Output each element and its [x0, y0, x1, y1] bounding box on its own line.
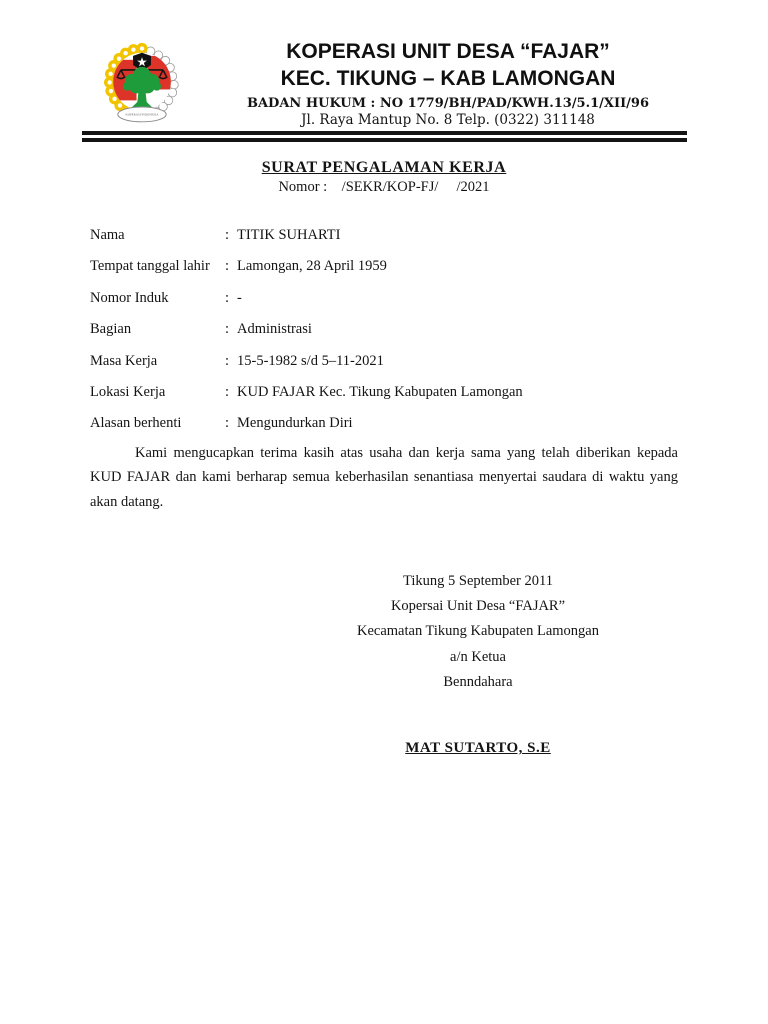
field-label: Bagian: [90, 321, 132, 338]
field-colon: :: [225, 383, 230, 400]
field-label: Nama: [90, 227, 125, 243]
field-label: Tempat tanggal lahir: [90, 258, 210, 275]
signature-district-line: Kecamatan Tikung Kabupaten Lamongan: [356, 623, 599, 640]
field-colon: :: [225, 289, 230, 306]
field-label: Nomor Induk: [90, 289, 169, 306]
document-title: SURAT PENGALAMAN KERJA: [261, 159, 507, 176]
field-value: TITIK SUHARTI: [237, 227, 341, 243]
field-row-nama: [90, 227, 690, 258]
signature-role-line: a/n Ketua: [450, 648, 506, 665]
field-value: KUD FAJAR Kec. Tikung Kabupaten Lamongan: [237, 383, 523, 400]
field-value: -: [237, 289, 242, 306]
field-colon: :: [225, 227, 230, 243]
field-colon: :: [225, 415, 230, 432]
field-row-bagian: [90, 321, 690, 352]
org-name: KOPERASI UNIT DESA “FAJAR”: [286, 40, 610, 63]
field-row-masa-kerja: [90, 353, 690, 384]
letterhead: [198, 38, 698, 129]
field-colon: :: [225, 258, 230, 275]
field-value: Lamongan, 28 April 1959: [237, 258, 387, 275]
field-label: Masa Kerja: [90, 352, 158, 369]
logo-banner-text: KOPERASI INDONESIA: [125, 112, 159, 117]
address-line: Jl. Raya Mantup No. 8 Telp. (0322) 311148: [301, 112, 595, 128]
header-divider-bottom-bar: [82, 138, 687, 142]
title-block: [0, 158, 768, 197]
field-value: 15-5-1982 s/d 5–11-2021: [237, 352, 384, 369]
signature-date-line: Tikung 5 September 2011: [403, 573, 553, 589]
field-value: Administrasi: [237, 321, 312, 338]
signer-name: MAT SUTARTO, S.E: [405, 740, 551, 756]
document-number: Nomor : /SEKR/KOP-FJ/ /2021: [278, 179, 490, 195]
field-value: Mengundurkan Diri: [237, 415, 353, 432]
signature-position-line: Benndahara: [443, 673, 513, 690]
closing-paragraph: Kami mengucapkan terima kasih atas usaha dan kerja sama yang telah diberikan kepada KUD FAJAR dan kami berharap semua keberhasilan senantiasa menyertai saudara di waktu yang akan datang.: [90, 445, 678, 510]
org-district: KEC. TIKUNG – KAB LAMONGAN: [280, 67, 616, 90]
field-label: Lokasi Kerja: [90, 383, 166, 400]
field-label: Alasan berhenti: [90, 415, 182, 432]
field-row-lokasi-kerja: [90, 384, 690, 415]
field-colon: :: [225, 352, 230, 369]
signature-block: [268, 569, 688, 695]
koperasi-logo-icon: [103, 40, 181, 128]
koperasi-logo-svg: [103, 40, 181, 128]
signature-org-line: Kopersai Unit Desa “FAJAR”: [390, 598, 566, 615]
field-row-nomor-induk: [90, 290, 690, 321]
header-divider-top-bar: [82, 131, 687, 135]
legal-entity-line: BADAN HUKUM : NO 1779/BH/PAD/KWH.13/5.1/XII/96: [246, 96, 650, 111]
field-colon: :: [225, 321, 230, 338]
employee-fields: [90, 227, 690, 447]
field-row-tempat-tanggal-lahir: [90, 258, 690, 289]
header-divider: [82, 131, 687, 142]
